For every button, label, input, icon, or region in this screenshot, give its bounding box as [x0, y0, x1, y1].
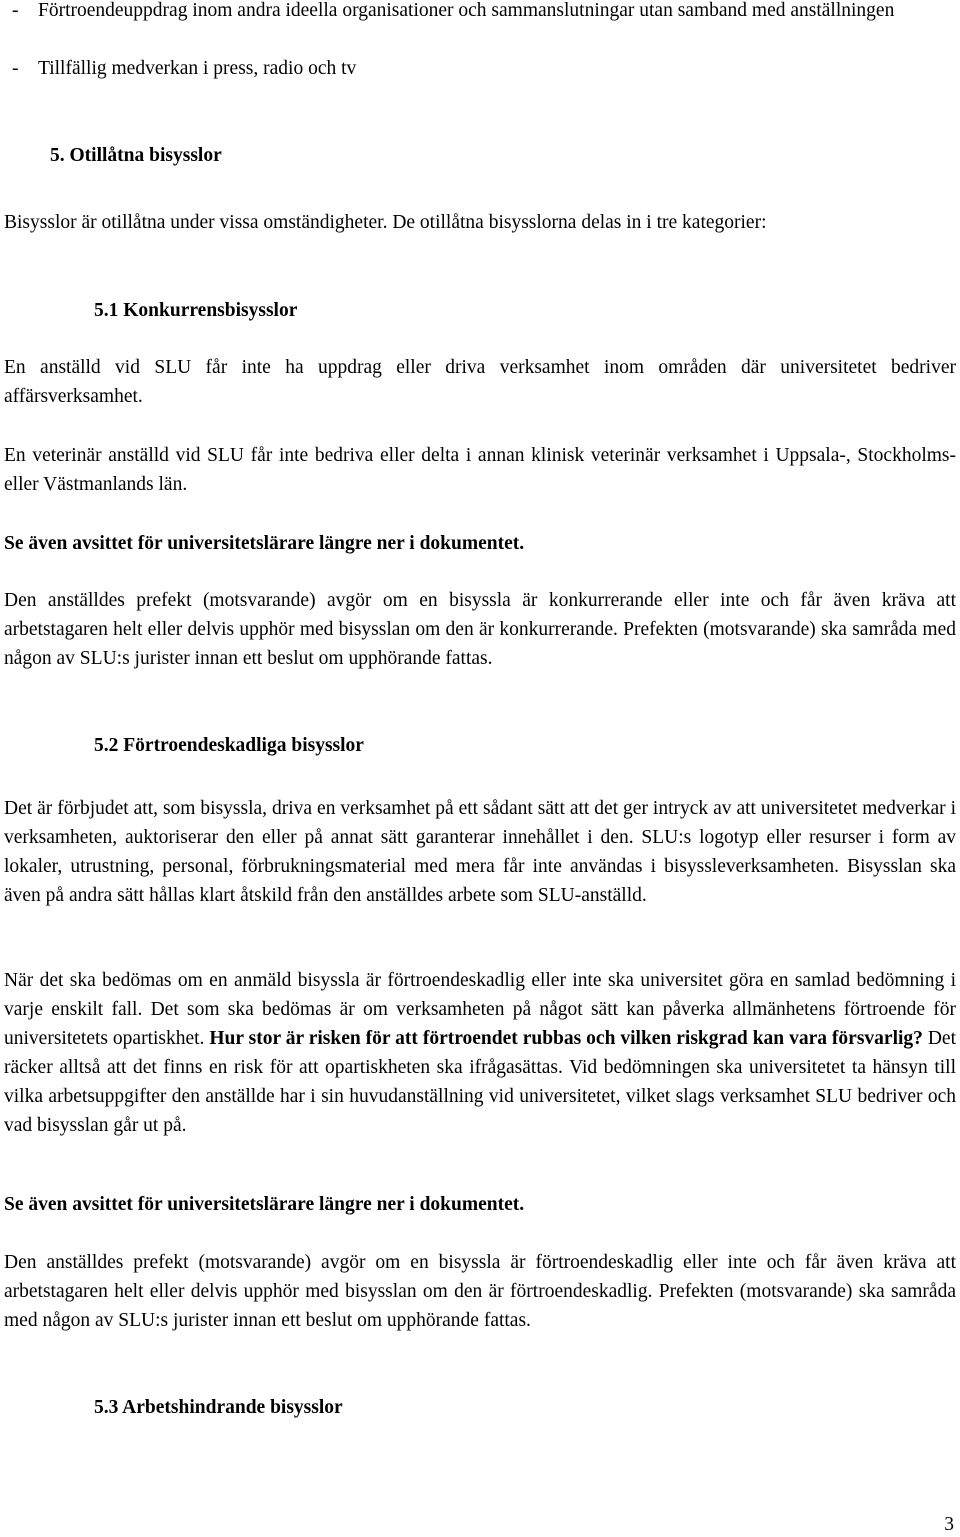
list-bullet: -	[12, 0, 19, 21]
page-number: 3	[944, 1514, 954, 1535]
section-heading-5: 5. Otillåtna bisysslor	[50, 145, 222, 166]
list-item	[4, 54, 956, 83]
section-heading-5-2: 5.2 Förtroendeskadliga bisysslor	[94, 735, 364, 756]
section-5-2-paragraph-3: Den anställdes prefekt (motsvarande) avgör om en bisyssla är förtroendeskadlig eller inte och får även kräva att arbetstagaren helt eller delvis upphör med bisysslan om den är förtroendeskadlig. Prefekten (motsvarande) ska samråda med någon av SLU:s jurister innan ett beslut om upphörande fattas.	[4, 1252, 956, 1331]
section-5-1-paragraph-2: En veterinär anställd vid SLU får inte bedriva eller delta i annan klinisk veterinär verksamhet i Uppsala-, Stockholms- eller Västmanlands län.	[4, 445, 956, 495]
paragraph-text: Det räcker alltså att det finns en risk för att opartiskheten ska ifrågasättas. Vid bedömningen ska universitetet ta hänsyn till vilka arbetsuppgifter den anställde har i sin huvudanställning vid universitetet, vilket slags verksamhet SLU bedriver och vad bisysslan går ut på.	[4, 1028, 957, 1136]
section-5-1-paragraph-1: En anställd vid SLU får inte ha uppdrag eller driva verksamhet inom områden där universitetet bedriver affärsverksamhet.	[4, 357, 956, 407]
section-5-2-paragraph-1: Det är förbjudet att, som bisyssla, driva en verksamhet på ett sådant sätt att det ger intryck av att universitetet medverkar i verksamheten, auktoriserar den eller på annat sätt garanterar innehållet i den. SLU:s logotyp eller resurser i form av lokaler, utrustning, personal, förbrukningsmaterial med mera får inte användas i bisyssleverksamheten. Bisysslan ska även på andra sätt hållas klart åtskild från den anställdes arbete som SLU-anställd.	[4, 798, 956, 906]
section-5-2-see-also: Se även avsittet för universitetslärare längre ner i dokumentet.	[4, 1194, 525, 1215]
list-bullet: -	[12, 58, 19, 79]
section-heading-5-3: 5.3 Arbetshindrande bisysslor	[94, 1397, 343, 1418]
list-item-text: Tillfällig medverkan i press, radio och tv	[38, 58, 357, 79]
section-5-intro: Bisysslor är otillåtna under vissa omständigheter. De otillåtna bisysslorna delas in i tre kategorier:	[4, 212, 767, 233]
emphasized-question: Hur stor är risken för att förtroendet rubbas och vilken riskgrad kan vara försvarlig?	[209, 1028, 923, 1049]
paragraph-text: När det ska bedömas om en anmäld bisyssla är förtroendeskadlig eller inte ska universitet göra en samlad bedömning i varje enskilt fall. Det som ska bedömas är om verksamheten på något sätt kan påverka allmänhetens förtroende för universitetets opartiskhet.	[4, 970, 956, 1049]
list-item-text: Förtroendeuppdrag inom andra ideella organisationer och sammanslutningar utan samband med anställningen	[38, 0, 895, 21]
section-heading-5-1: 5.1 Konkurrensbisysslor	[94, 300, 298, 321]
section-5-1-paragraph-3: Den anställdes prefekt (motsvarande) avgör om en bisyssla är konkurrerande eller inte och får även kräva att arbetstagaren helt eller delvis upphör med bisysslan om den är konkurrerande. Prefekten (motsvarande) ska samråda med någon av SLU:s jurister innan ett beslut om upphörande fattas.	[4, 590, 956, 669]
section-5-1-see-also: Se även avsittet för universitetslärare längre ner i dokumentet.	[4, 533, 525, 554]
section-5-2-paragraph-2	[4, 966, 956, 1140]
list-item	[4, 0, 956, 25]
